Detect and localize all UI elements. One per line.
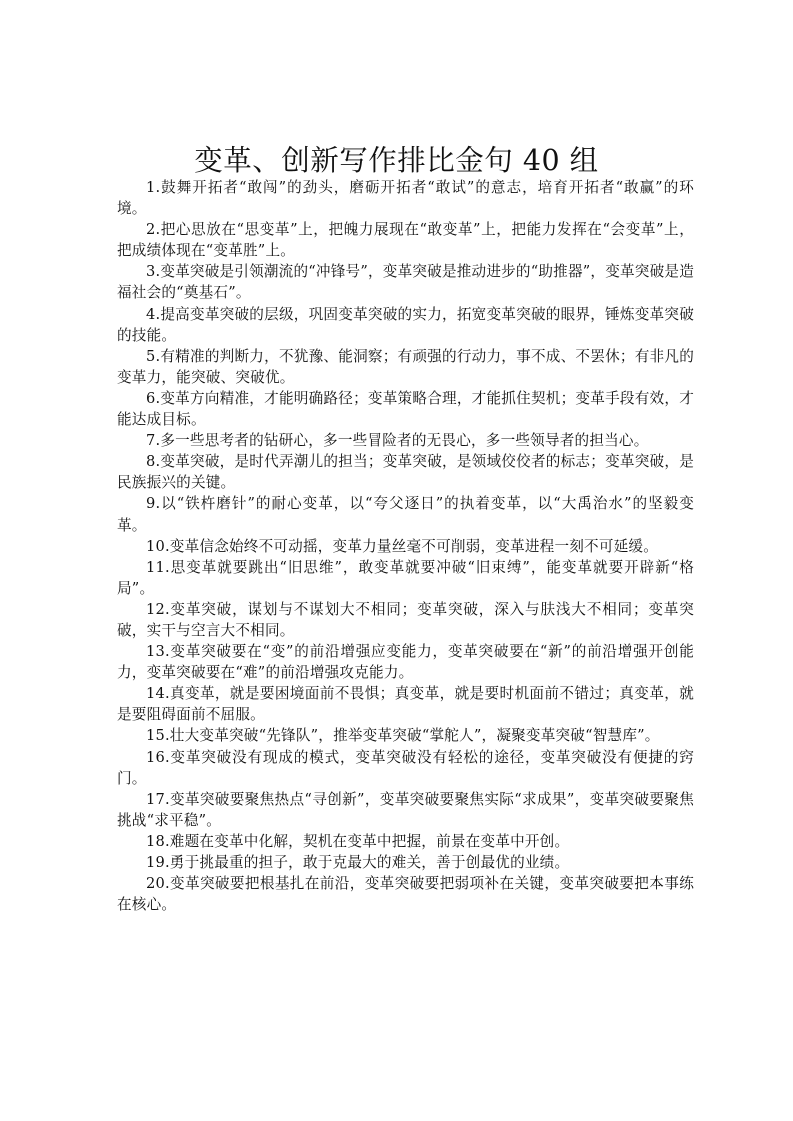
list-item: 14.真变革，就是要困境面前不畏惧；真变革，就是要时机面前不错过；真变革，就是要阻碍面前不屈服。 (117, 685, 694, 724)
list-item: 8.变革突破，是时代弄潮儿的担当；变革突破，是领域佼佼者的标志；变革突破，是民族振兴的关键。 (117, 453, 694, 492)
list-item: 11.思变革就要跳出“旧思维”，敢变革就要冲破“旧束缚”，能变革就要开辟新“格局”。 (117, 558, 694, 597)
list-item: 3.变革突破是引领潮流的“冲锋号”，变革突破是推动进步的“助推器”，变革突破是造福社会的“奠基石”。 (117, 263, 694, 302)
list-item: 16.变革突破没有现成的模式，变革突破没有轻松的途径，变革突破没有便捷的窍门。 (117, 748, 694, 787)
list-item: 15.壮大变革突破“先锋队”，推举变革突破“掌舵人”，凝聚变革突破“智慧库”。 (146, 727, 660, 745)
list-item: 17.变革突破要聚焦热点“寻创新”，变革突破要聚焦实际“求成果”，变革突破要聚焦挑战“求平稳”。 (117, 790, 694, 829)
list-item: 18.难题在变革中化解，契机在变革中把握，前景在变革中开创。 (146, 832, 570, 850)
document-body (117, 177, 694, 915)
list-item: 19.勇于挑最重的担子，敢于克最大的难关，善于创最优的业绩。 (146, 854, 570, 871)
list-item: 20.变革突破要把根基扎在前沿，变革突破要把弱项补在关键，变革突破要把本事练在核心。 (117, 875, 694, 914)
document-title: 变革、创新写作排比金句 40 组 (194, 144, 599, 177)
list-item: 6.变革方向精准，才能明确路径；变革策略合理，才能抓住契机；变革手段有效，才能达成目标。 (117, 389, 694, 429)
list-item: 2.把心思放在“思变革”上，把魄力展现在“敢变革”上，把能力发挥在“会变革”上，把成绩体现在“变革胜”上。 (117, 221, 694, 260)
list-item: 13.变革突破要在“变”的前沿增强应变能力，变革突破要在“新”的前沿增强开创能力，变革突破要在“难”的前沿增强攻克能力。 (117, 643, 694, 682)
list-item: 10.变革信念始终不可动摇，变革力量丝毫不可削弱，变革进程一刻不可延缓。 (146, 537, 659, 555)
list-item: 12.变革突破，谋划与不谋划大不相同；变革突破，深入与肤浅大不相同；变革突破，实干与空言大不相同。 (117, 600, 694, 639)
list-item: 1.鼓舞开拓者“敢闯”的劲头，磨砺开拓者“敢试”的意志，培育开拓者“敢赢”的环境。 (117, 179, 694, 218)
list-item: 4.提高变革突破的层级，巩固变革突破的实力，拓宽变革突破的眼界，锤炼变革突破的技能。 (117, 305, 694, 344)
list-item: 5.有精准的判断力，不犹豫、能洞察；有顽强的行动力，事不成、不罢休；有非凡的变革力，能突破、突破优。 (117, 347, 694, 386)
list-item: 9.以“铁杵磨针”的耐心变革，以“夸父逐日”的执着变革，以“大禹治水”的坚毅变革。 (117, 495, 694, 534)
list-item: 7.多一些思考者的钻研心，多一些冒险者的无畏心，多一些领导者的担当心。 (146, 432, 649, 450)
